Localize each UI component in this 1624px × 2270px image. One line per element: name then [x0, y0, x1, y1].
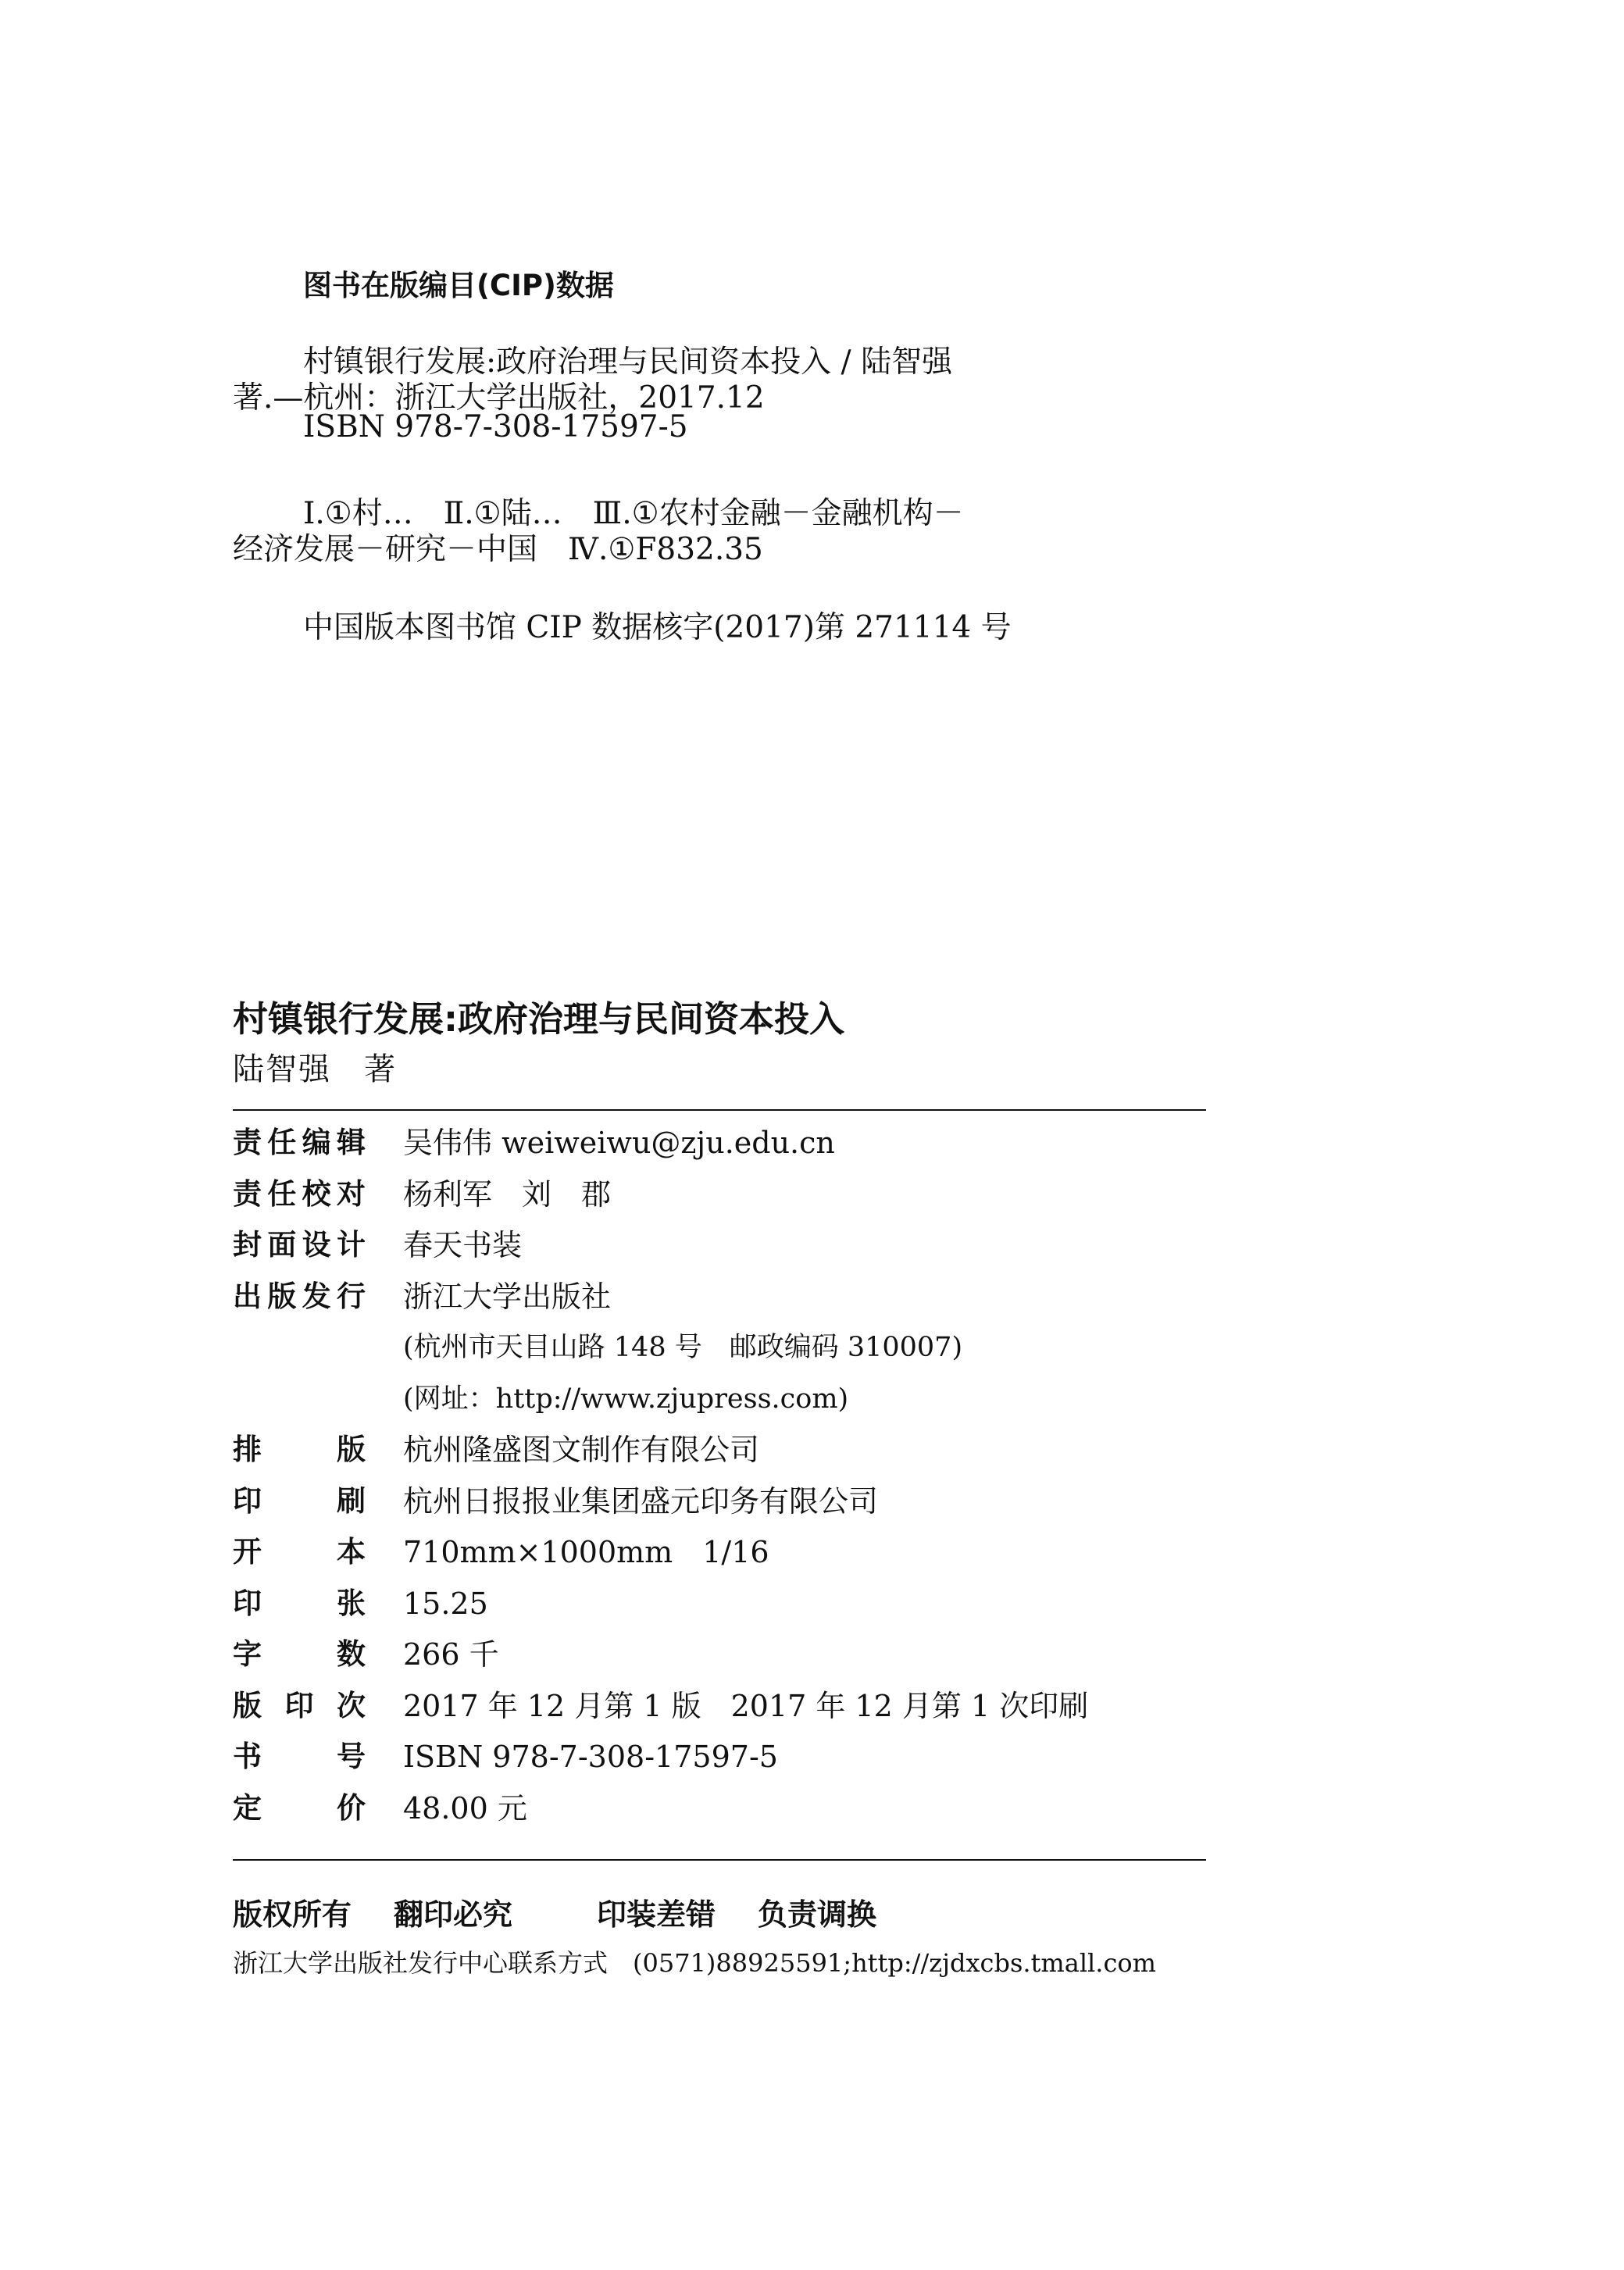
detail-value: 杨利军 刘 郡 — [403, 1176, 612, 1212]
detail-row — [233, 1737, 1248, 1789]
detail-label: 书号 — [233, 1740, 366, 1773]
detail-value: 杭州日报报业集团盛元印务有限公司 — [403, 1483, 879, 1519]
detail-row — [233, 1533, 1248, 1584]
detail-row — [233, 1789, 1248, 1840]
cip-isbn-line: ISBN 978-7-308-17597-5 — [303, 409, 688, 444]
detail-value: 266 千 — [403, 1637, 499, 1672]
detail-row — [233, 1635, 1248, 1686]
detail-value: 吴伟伟 weiweiwu@zju.edu.cn — [403, 1126, 835, 1160]
detail-value: 15.25 — [403, 1586, 488, 1621]
cip-classification-line: 经济发展－研究－中国 Ⅳ.①F832.35 — [233, 532, 763, 567]
divider-rule — [233, 1859, 1206, 1861]
detail-label: 出版发行 — [233, 1279, 366, 1313]
detail-row — [233, 1123, 1248, 1175]
detail-label: 责任编辑 — [233, 1126, 366, 1159]
cip-number-line: 中国版本图书馆 CIP 数据核字(2017)第 271114 号 — [303, 610, 1012, 645]
cip-publisher-line: 著.—杭州：浙江大学出版社，2017.12 — [233, 380, 765, 416]
rights-phrase: 负责调换 — [758, 1897, 877, 1932]
book-title: 村镇银行发展:政府治理与民间资本投入 — [233, 998, 844, 1040]
detail-value: 48.00 元 — [403, 1790, 527, 1826]
detail-row — [233, 1379, 1248, 1431]
detail-label — [233, 1379, 366, 1419]
detail-row — [233, 1430, 1248, 1482]
detail-label: 印张 — [233, 1586, 366, 1620]
detail-label — [233, 1328, 366, 1367]
detail-value: ISBN 978-7-308-17597-5 — [403, 1740, 778, 1774]
detail-row — [233, 1226, 1248, 1277]
rights-phrase: 版权所有 — [233, 1897, 352, 1932]
detail-value: 2017 年 12 月第 1 版 2017 年 12 月第 1 次印刷 — [403, 1688, 1089, 1723]
cip-classification-line: Ⅰ.①村… Ⅱ.①陆… Ⅲ.①农村金融－金融机构－ — [303, 496, 964, 531]
detail-value: 杭州隆盛图文制作有限公司 — [403, 1433, 760, 1467]
contact-info: 浙江大学出版社发行中心联系方式 (0571)88925591;http://zjdxcbs.tmall.com — [233, 1948, 1156, 1978]
detail-label: 定价 — [233, 1790, 366, 1825]
detail-value: (杭州市天目山路 148 号 邮政编码 310007) — [403, 1332, 963, 1363]
detail-row — [233, 1328, 1248, 1379]
detail-row — [233, 1482, 1248, 1533]
detail-row — [233, 1175, 1248, 1226]
detail-value: 浙江大学出版社 — [403, 1279, 612, 1314]
detail-row — [233, 1686, 1248, 1738]
publication-details — [233, 1123, 1248, 1840]
cip-heading: 图书在版编目(CIP)数据 — [303, 269, 614, 302]
divider-rule — [233, 1109, 1206, 1111]
detail-label: 排版 — [233, 1433, 366, 1466]
detail-label: 开本 — [233, 1535, 366, 1569]
cip-title-line: 村镇银行发展:政府治理与民间资本投入 / 陆智强 — [303, 344, 953, 380]
rights-phrase: 翻印必究 — [394, 1897, 513, 1932]
detail-value: (网址：http://www.zjupress.com) — [403, 1383, 849, 1415]
detail-label: 印刷 — [233, 1483, 366, 1518]
rights-phrase: 印装差错 — [597, 1897, 716, 1932]
detail-value: 710mm×1000mm 1/16 — [403, 1535, 769, 1569]
detail-label: 版印次 — [233, 1688, 366, 1722]
copyright-notice — [233, 1890, 876, 1933]
detail-label: 字数 — [233, 1637, 366, 1671]
detail-value: 春天书装 — [403, 1228, 523, 1262]
detail-label: 责任校对 — [233, 1176, 366, 1211]
book-author: 陆智强 著 — [233, 1051, 397, 1087]
detail-row — [233, 1277, 1248, 1329]
detail-row — [233, 1584, 1248, 1636]
detail-label: 封面设计 — [233, 1228, 366, 1262]
